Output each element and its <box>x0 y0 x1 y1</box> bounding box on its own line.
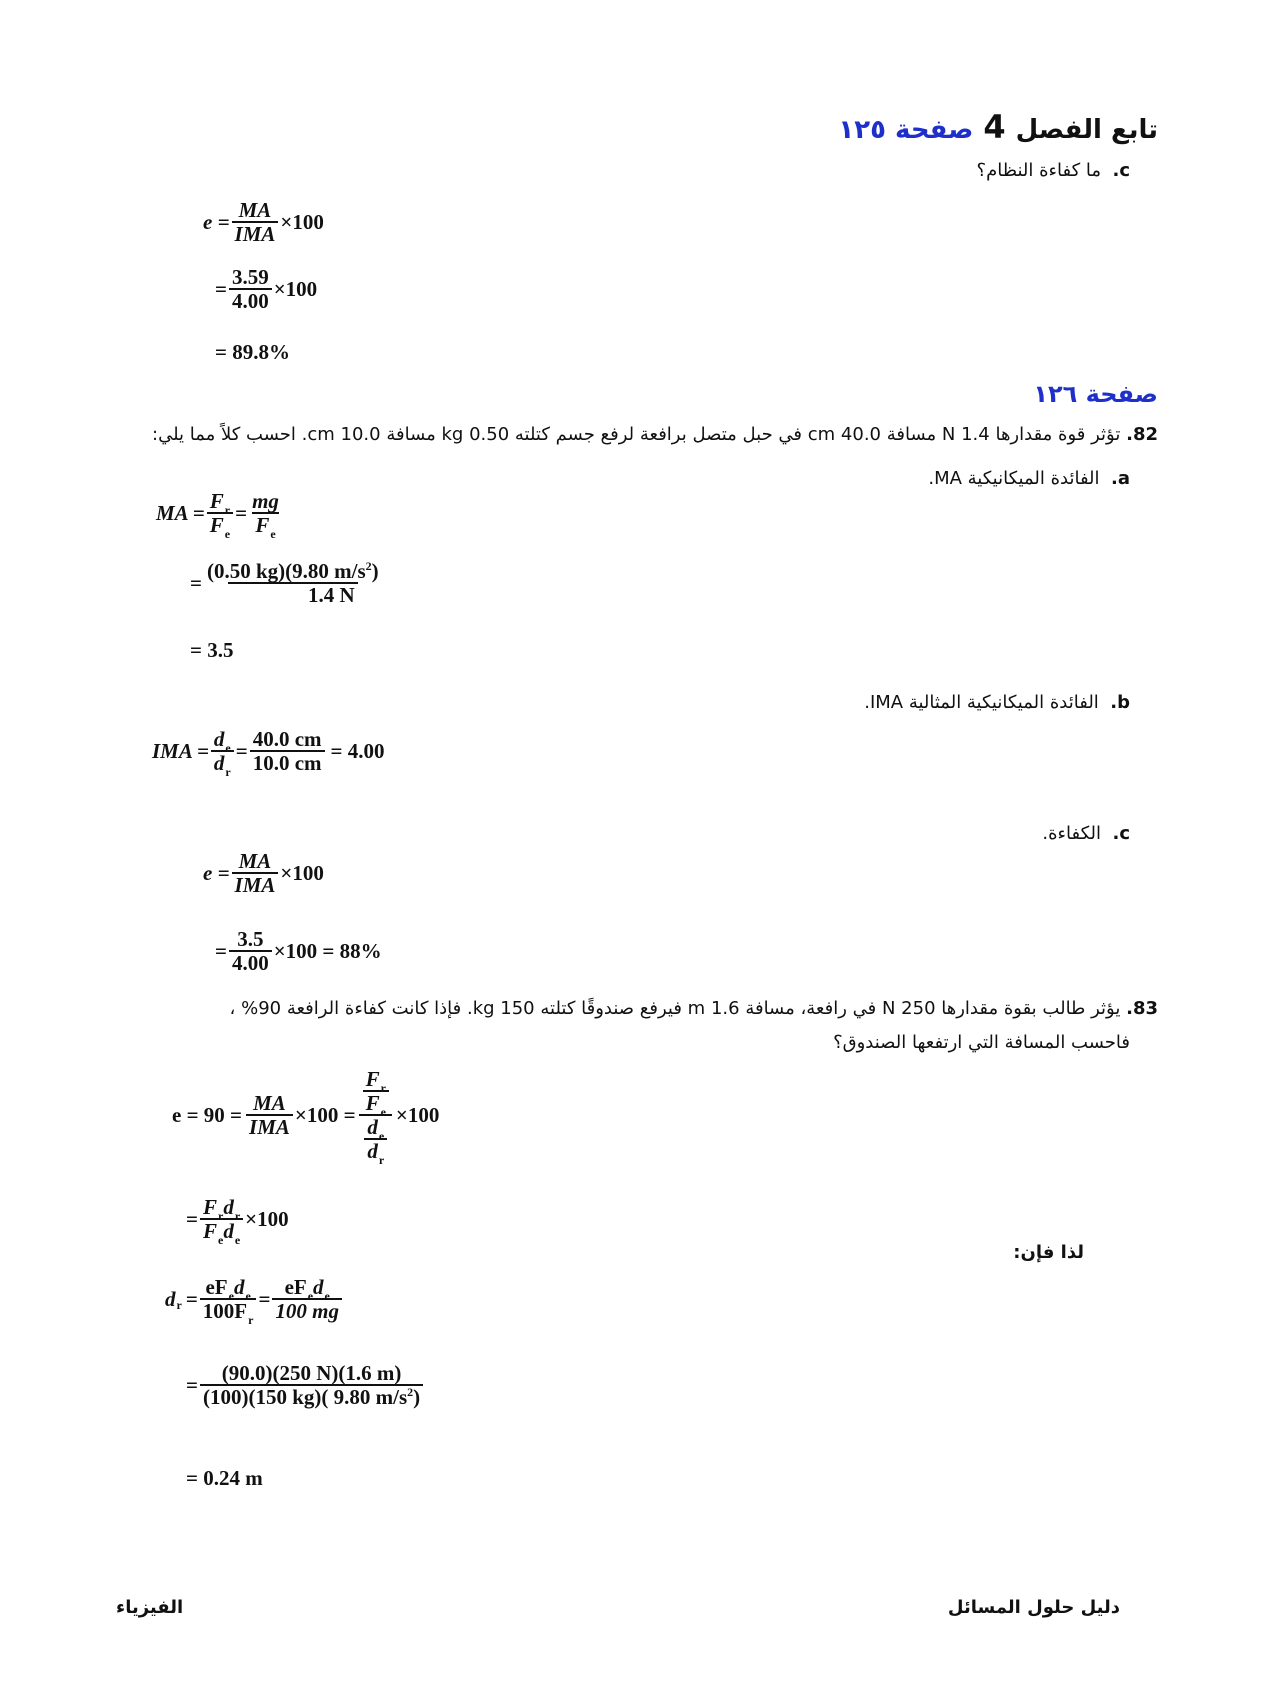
result: = 3.5 <box>190 638 234 662</box>
numerator: (0.50 kg)(9.80 m/s <box>206 559 366 583</box>
fraction <box>229 266 272 312</box>
question-label: c. <box>1112 160 1130 181</box>
efficiency-substitution-2 <box>215 928 382 974</box>
subscript: r <box>217 1209 224 1223</box>
eq-lhs: IMA = <box>152 738 209 763</box>
section-page-ref: صفحة ١٢٦ <box>1033 380 1158 408</box>
fraction <box>232 850 279 896</box>
fraction <box>200 1195 243 1248</box>
header-page-ref: صفحة ١٢٥ <box>838 115 974 145</box>
question-label: c. <box>1112 823 1130 844</box>
question-82b <box>864 692 1130 713</box>
ma-formula <box>156 489 284 542</box>
denominator: 1.4 N <box>228 582 358 606</box>
eq-lhs: e = <box>203 860 230 885</box>
denominator: (100)(150 kg)( 9.80 m/s <box>202 1385 408 1410</box>
subscript: r <box>248 1313 254 1328</box>
chapter-header <box>838 108 1158 146</box>
eq-sign: = <box>215 276 227 301</box>
symbol: F <box>255 513 270 538</box>
fraction <box>204 560 382 606</box>
question-82a <box>928 468 1130 489</box>
eq-times: ×100 <box>280 860 324 885</box>
symbol: F <box>365 1067 380 1091</box>
eq-times: ×100 <box>245 1206 289 1231</box>
symbol: F <box>209 513 224 538</box>
ma-substitution <box>190 560 384 606</box>
fraction <box>272 1276 342 1322</box>
symbol: d <box>367 1139 378 1164</box>
question-text: تؤثر قوة مقدارها 1.4 N مسافة 40.0 cm في حبل متصل برافعة لرفع جسم كتلته 0.50 kg مسافة 10.0 cm. احسب كلاً مما يلي: <box>152 424 1121 445</box>
eq83-formula <box>172 1067 440 1168</box>
eq-sign: = <box>190 570 202 595</box>
denominator: IMA <box>232 221 279 245</box>
fraction <box>232 199 279 245</box>
symbol: d <box>223 1219 234 1244</box>
numerator-end: ) <box>371 559 379 583</box>
denominator: 10.0 cm <box>250 750 325 774</box>
symbol: F <box>209 489 224 513</box>
subscript: e <box>224 527 231 542</box>
symbol: d <box>213 751 225 776</box>
symbol: F <box>365 1091 380 1116</box>
numerator: MA <box>238 198 272 222</box>
eq-times: ×100 <box>280 209 324 234</box>
question-text: ما كفاءة النظام؟ <box>976 160 1102 181</box>
dr-calculation <box>186 1362 425 1408</box>
symbol: eF <box>284 1275 307 1299</box>
ma-result <box>190 638 233 663</box>
result: = 0.24 m <box>186 1466 263 1490</box>
numerator: 3.59 <box>231 265 269 289</box>
eq-times: ×100 = 88% <box>273 938 382 963</box>
subscript: e <box>228 1289 234 1303</box>
fraction <box>200 1362 423 1408</box>
eq-sign: = <box>235 500 248 525</box>
numerator: 40.0 cm <box>252 727 322 751</box>
eq-sign: = <box>235 738 248 763</box>
symbol: d <box>223 1195 234 1219</box>
subscript: r <box>225 765 231 780</box>
subscript: e <box>270 527 276 542</box>
symbol: 100F <box>202 1299 248 1324</box>
compound-numerator <box>358 1067 394 1120</box>
fraction <box>364 1115 387 1168</box>
subscript: e <box>380 1105 386 1120</box>
therefore-label: لذا فإن: <box>1013 1242 1084 1263</box>
eq-sign: = <box>215 938 227 963</box>
fraction <box>363 1067 389 1120</box>
denominator: 4.00 <box>229 950 272 974</box>
subscript: r <box>224 503 231 517</box>
fraction <box>249 489 282 542</box>
footer-book-title: دليل حلول المسائل <box>947 1597 1120 1618</box>
question-number: 83. <box>1126 998 1158 1019</box>
subscript: e <box>324 1289 330 1303</box>
denominator: IMA <box>246 1114 293 1138</box>
question-text: الفائدة الميكانيكية MA. <box>928 468 1100 489</box>
numerator: (90.0)(250 N)(1.6 m) <box>221 1361 402 1385</box>
numerator: MA <box>238 849 272 873</box>
denominator: 100 mg <box>272 1298 342 1322</box>
question-number: 82. <box>1126 424 1158 445</box>
compound-denominator <box>359 1114 392 1168</box>
fraction <box>229 928 272 974</box>
eq-times: ×100 <box>395 1102 440 1127</box>
efficiency-formula <box>203 199 324 245</box>
eq-sign: = <box>186 1206 198 1231</box>
fraction <box>250 728 325 774</box>
symbol: d <box>233 1275 245 1299</box>
symbol: F <box>202 1195 217 1219</box>
symbol: d <box>165 1286 176 1311</box>
question-82 <box>98 424 1158 445</box>
question-label: a. <box>1111 468 1130 489</box>
eq-sign: = <box>258 1286 271 1311</box>
question-83-line2: فاحسب المسافة التي ارتفعها الصندوق؟ <box>833 1032 1130 1053</box>
superscript: 2 <box>407 1385 414 1400</box>
question-81c <box>977 160 1130 181</box>
result: = 4.00 <box>330 738 385 763</box>
eq-lhs: e = 90 = <box>172 1102 243 1127</box>
numerator: MA <box>253 1091 286 1116</box>
question-label: b. <box>1110 692 1130 713</box>
question-text: الكفاءة. <box>1042 823 1102 844</box>
question-text: يؤثر طالب بقوة مقدارها 250 N في رافعة، مسافة 1.6 m فيرفع صندوقًا كتلته 150 kg. فإذا كانت كفاءة الرافعة 90% ، <box>229 998 1121 1019</box>
subscript: e <box>217 1233 224 1248</box>
symbol: d <box>313 1275 324 1299</box>
eq-sign: = <box>186 1372 198 1397</box>
denominator: 4.00 <box>229 288 272 312</box>
symbol: F <box>202 1219 217 1244</box>
result: = 89.8% <box>215 340 290 364</box>
footer-subject: الفيزياء <box>116 1597 184 1618</box>
efficiency-result <box>215 340 290 365</box>
eq-lhs: e = <box>203 209 230 234</box>
denominator: IMA <box>232 872 279 896</box>
fraction <box>200 1275 257 1328</box>
numerator: 3.5 <box>237 927 264 951</box>
symbol: d <box>213 727 225 751</box>
dr-result <box>186 1466 263 1491</box>
subscript: e <box>378 1129 385 1144</box>
efficiency-formula-2 <box>203 850 324 896</box>
eq-lhs: MA = <box>156 500 205 525</box>
header-title: تابع الفصل <box>1015 115 1158 145</box>
fraction <box>207 489 233 542</box>
compound-fraction <box>358 1067 394 1168</box>
subscript: r <box>176 1297 182 1312</box>
eq83-simplified <box>186 1195 289 1248</box>
ima-formula <box>152 727 385 780</box>
header-chapter-number: 4 <box>983 108 1006 146</box>
subscript: e <box>234 1233 241 1248</box>
eq-times: ×100 = <box>294 1102 356 1127</box>
eq-times: ×100 <box>273 276 318 301</box>
subscript: r <box>380 1081 386 1095</box>
eq-sign: = <box>185 1286 198 1311</box>
denominator-end: ) <box>413 1385 421 1410</box>
symbol: d <box>367 1115 378 1140</box>
subscript: e <box>307 1289 314 1303</box>
question-text: الفائدة الميكانيكية المثالية IMA. <box>864 692 1099 713</box>
efficiency-substitution <box>215 266 317 312</box>
superscript: 2 <box>365 559 372 573</box>
subscript: r <box>378 1153 385 1168</box>
subscript: e <box>225 741 231 755</box>
symbol: eF <box>205 1275 228 1299</box>
subscript: e <box>245 1289 251 1303</box>
question-82c <box>1042 823 1130 844</box>
dr-formula <box>165 1275 344 1328</box>
numerator: mg <box>252 489 279 513</box>
question-83 <box>98 998 1158 1019</box>
fraction <box>246 1092 293 1138</box>
fraction <box>211 727 234 780</box>
subscript: r <box>234 1209 241 1223</box>
